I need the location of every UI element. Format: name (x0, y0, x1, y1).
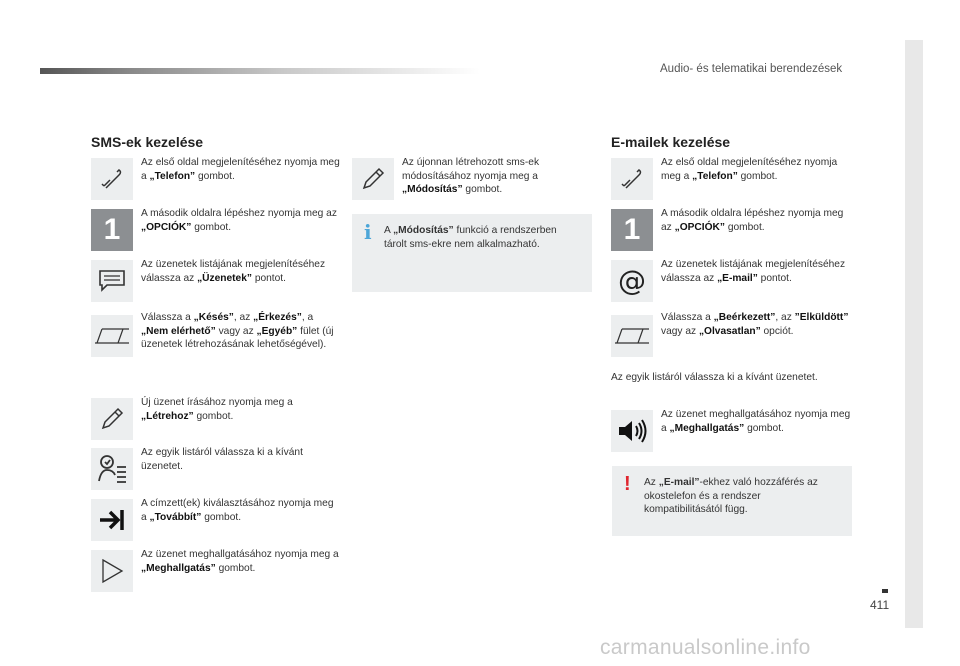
header-rule (40, 68, 480, 74)
edit-icon (352, 158, 394, 200)
email-warning-note: ! Az „E-mail”-ekhez való hozzáférés az okostelefon és a rendszer kompatibilitásától függ. (612, 466, 852, 536)
phone-icon (611, 158, 653, 200)
email-step-options-text: A második oldalra lépéshez nyomja meg az „OPCIÓK” gombot. (661, 208, 844, 233)
sms-step-play (91, 548, 341, 592)
tabs-icon (611, 315, 653, 357)
number-one-icon: 1 (611, 209, 653, 251)
phone-icon (91, 158, 133, 200)
list-icon (91, 448, 133, 490)
email-step-options (611, 207, 856, 251)
sms-step-edit-text: Az újonnan létrehozott sms-ek módosításához nyomja meg a „Módosítás” gombot. (402, 157, 540, 195)
speaker-icon (611, 410, 653, 452)
sms-step-select-list (91, 446, 341, 490)
sms-step-phone-text: Az első oldal megjelenítéséhez nyomja meg a „Telefon” gombot. (141, 157, 340, 182)
email-step-email (611, 258, 856, 302)
sms-step-phone (91, 156, 341, 200)
watermark: carmanualsonline.info (600, 636, 811, 659)
email-step-tabs-text: Válassza a „Beérkezett”, az ”Elküldött” vagy az „Olvasatlan” opciót. (661, 312, 849, 337)
email-step-email-text: Az üzenetek listájának megjelenítéséhez válassza az „E-mail” pontot. (661, 259, 846, 284)
sms-step-select-list-text: Az egyik listáról válassza ki a kívánt üzenetet. (141, 447, 303, 472)
email-step-listen-text: Az üzenet meghallgatásához nyomja meg a „Meghallgatás” gombot. (661, 409, 851, 434)
email-step-tabs (611, 311, 856, 357)
sms-info-note: i A „Módosítás” funkció a rendszerben tárolt sms-ekre nem alkalmazható. (352, 214, 592, 292)
info-icon: i (364, 220, 372, 244)
tabs-icon (91, 315, 133, 357)
sms-step-options (91, 207, 341, 251)
messages-icon (91, 260, 133, 302)
sms-step-play-text: Az üzenet meghallgatásához nyomja meg a „Meghallgatás” gombot. (141, 549, 339, 574)
sms-step-edit (352, 156, 592, 200)
header-title: Audio- és telematikai berendezések (660, 63, 843, 75)
forward-icon (91, 499, 133, 541)
email-step-listen (611, 408, 856, 452)
email-step-phone (611, 156, 856, 200)
sms-step-forward (91, 497, 341, 541)
at-sign-icon: @ (611, 260, 653, 302)
compose-icon (91, 398, 133, 440)
sms-step-forward-text: A címzett(ek) kiválasztásához nyomja meg a „Továbbít” gombot. (141, 498, 334, 523)
page-number: 411 (870, 598, 890, 612)
page-marker (882, 589, 888, 593)
email-section-title: E-mailek kezelése (611, 134, 731, 150)
sms-step-compose (91, 396, 341, 440)
warning-icon: ! (624, 473, 631, 495)
email-select-text: Az egyik listáról válassza ki a kívánt üzenetet. (611, 372, 818, 383)
sms-step-tabs-text: Válassza a „Késés”, az „Érkezés”, a „Nem elérhető” vagy az „Egyéb” fület (új üzenetek létrehozásának lehetőségével). (141, 312, 334, 350)
sms-step-options-text: A második oldalra lépéshez nyomja meg az „OPCIÓK” gombot. (141, 208, 337, 233)
email-step-phone-text: Az első oldal megjelenítéséhez nyomja meg a „Telefon” gombot. (661, 157, 838, 182)
play-icon (91, 550, 133, 592)
sms-step-compose-text: Új üzenet írásához nyomja meg a „Létrehoz” gombot. (141, 397, 293, 422)
sms-step-messages-text: Az üzenetek listájának megjelenítéséhez válassza az „Üzenetek” pontot. (141, 259, 326, 284)
sms-step-tabs (91, 311, 341, 357)
page-edge-strip (905, 40, 923, 628)
sms-section-title: SMS-ek kezelése (91, 134, 204, 150)
number-one-icon: 1 (91, 209, 133, 251)
sms-step-messages (91, 258, 341, 302)
